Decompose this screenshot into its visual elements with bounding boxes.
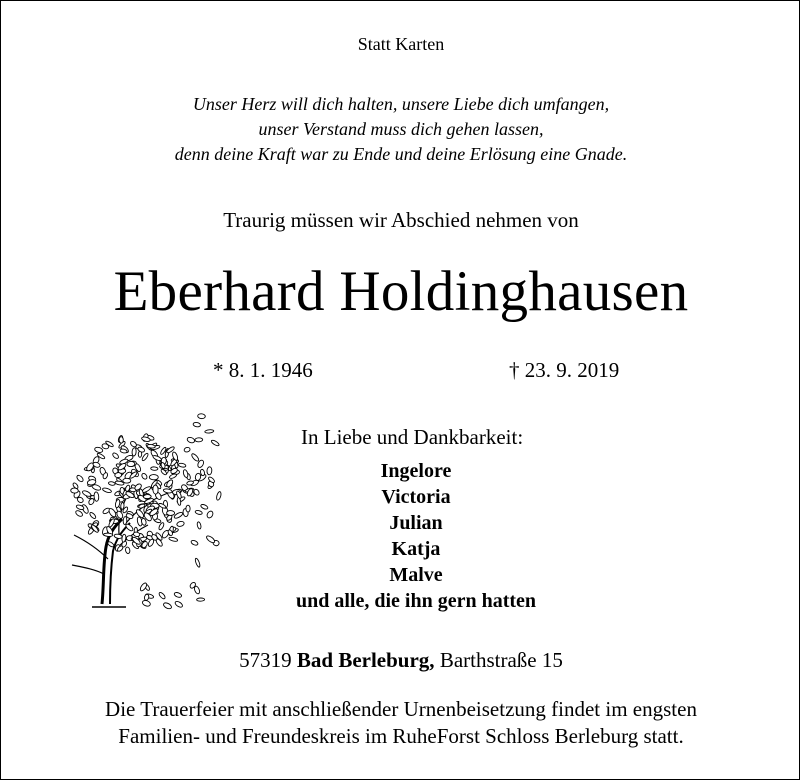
address-zip: 57319 — [239, 648, 292, 672]
leaf-shape — [127, 461, 135, 466]
leaf-shape — [149, 475, 158, 480]
leaf-shape — [190, 540, 198, 547]
leaf-shape — [195, 510, 203, 515]
leaf-shape — [211, 439, 220, 446]
leaf-shape — [103, 533, 112, 537]
leaf-shape — [205, 429, 214, 433]
leaf-shape — [167, 510, 175, 515]
death-date: † 23. 9. 2019 — [509, 358, 620, 382]
mourner-name: Julian — [389, 512, 443, 534]
leaf-shape — [108, 507, 117, 518]
leaf-shape — [76, 474, 84, 482]
leaf-shape — [75, 510, 84, 518]
leaf-shape — [186, 505, 190, 512]
leaf-shape — [123, 478, 131, 483]
leaf-shape — [163, 602, 173, 610]
leaf-shape — [176, 521, 184, 527]
leaf-shape — [143, 494, 151, 498]
leaf-shape — [165, 479, 173, 488]
mourner-name: Malve — [389, 564, 443, 586]
statt-karten-label: Statt Karten — [357, 34, 445, 54]
address-street: Barthstraße 15 — [439, 648, 563, 672]
mourner-closing: und alle, die ihn gern hatten — [295, 590, 537, 612]
memorial-verse — [1, 92, 800, 167]
verse-line-1: Unser Herz will dich halten, unsere Liebe dich umfangen, — [192, 94, 610, 114]
ceremony-line-2: Familien- und Freundeskreis im RuheForst Schloss Berleburg statt. — [118, 724, 684, 748]
leaf-shape — [191, 453, 200, 462]
leaf-shape — [207, 467, 212, 475]
leaf-shape — [94, 492, 99, 502]
leaf-shape — [144, 594, 150, 601]
ceremony-notice — [1, 696, 800, 750]
verse-line-3: denn deine Kraft war zu Ende und deine Erlösung eine Gnade. — [174, 144, 628, 164]
leaf-shape — [197, 521, 202, 529]
mourners-list — [261, 458, 571, 614]
intro-text: Traurig müssen wir Abschied nehmen von — [223, 208, 579, 232]
leaf-shape — [183, 469, 189, 478]
leaf-shape — [82, 490, 92, 498]
leaf-shape — [121, 502, 125, 509]
leaf-shape — [108, 481, 115, 486]
leaf-shape — [174, 600, 183, 608]
verse-line-2: unser Verstand muss dich gehen lassen, — [258, 119, 544, 139]
leaf-shape — [200, 504, 208, 510]
leaf-shape — [102, 487, 112, 493]
leaf-shape — [119, 437, 124, 444]
mourner-name: Ingelore — [380, 460, 452, 482]
leaf-shape — [163, 488, 172, 493]
leaf-shape — [193, 422, 201, 427]
leaf-shape — [169, 536, 179, 542]
leaf-shape — [198, 413, 206, 418]
leaf-shape — [133, 531, 140, 537]
leaf-shape — [139, 582, 148, 592]
leaf-shape — [141, 452, 149, 461]
deceased-name: Eberhard Holdinghausen — [113, 260, 689, 323]
leaf-shape — [197, 598, 205, 601]
leaf-shape — [158, 591, 166, 599]
leaf-shape — [186, 436, 195, 443]
gratitude-heading: In Liebe und Dankbarkeit: — [301, 425, 524, 449]
leaf-shape — [158, 522, 165, 531]
leaf-shape — [123, 516, 127, 524]
leaf-shape — [178, 463, 186, 468]
leaf-shape — [194, 558, 200, 568]
leaf-shape — [132, 448, 137, 457]
leaf-shape — [206, 510, 214, 519]
leaf-shape — [195, 438, 203, 442]
leaf-shape — [141, 472, 148, 480]
ceremony-line-1: Die Trauerfeier mit anschließender Urnenbeisetzung findet im engsten — [105, 697, 697, 721]
leaf-shape — [112, 452, 120, 460]
mourner-name: Victoria — [381, 486, 451, 508]
leaf-shape — [107, 541, 115, 548]
tree-icon — [56, 399, 231, 614]
mourner-name: Katja — [391, 538, 441, 560]
leaf-shape — [94, 446, 103, 453]
leaf-shape — [174, 592, 183, 599]
leaf-shape — [89, 512, 97, 520]
leaf-shape — [153, 485, 159, 494]
leaf-shape — [125, 547, 130, 554]
birth-date: * 8. 1. 1946 — [213, 358, 313, 382]
leaf-shape — [205, 535, 215, 544]
leaf-shape — [184, 447, 191, 453]
address-city: Bad Berleburg, — [296, 648, 435, 672]
leaf-shape — [151, 467, 158, 471]
address — [1, 648, 800, 673]
leaf-shape — [216, 491, 222, 501]
